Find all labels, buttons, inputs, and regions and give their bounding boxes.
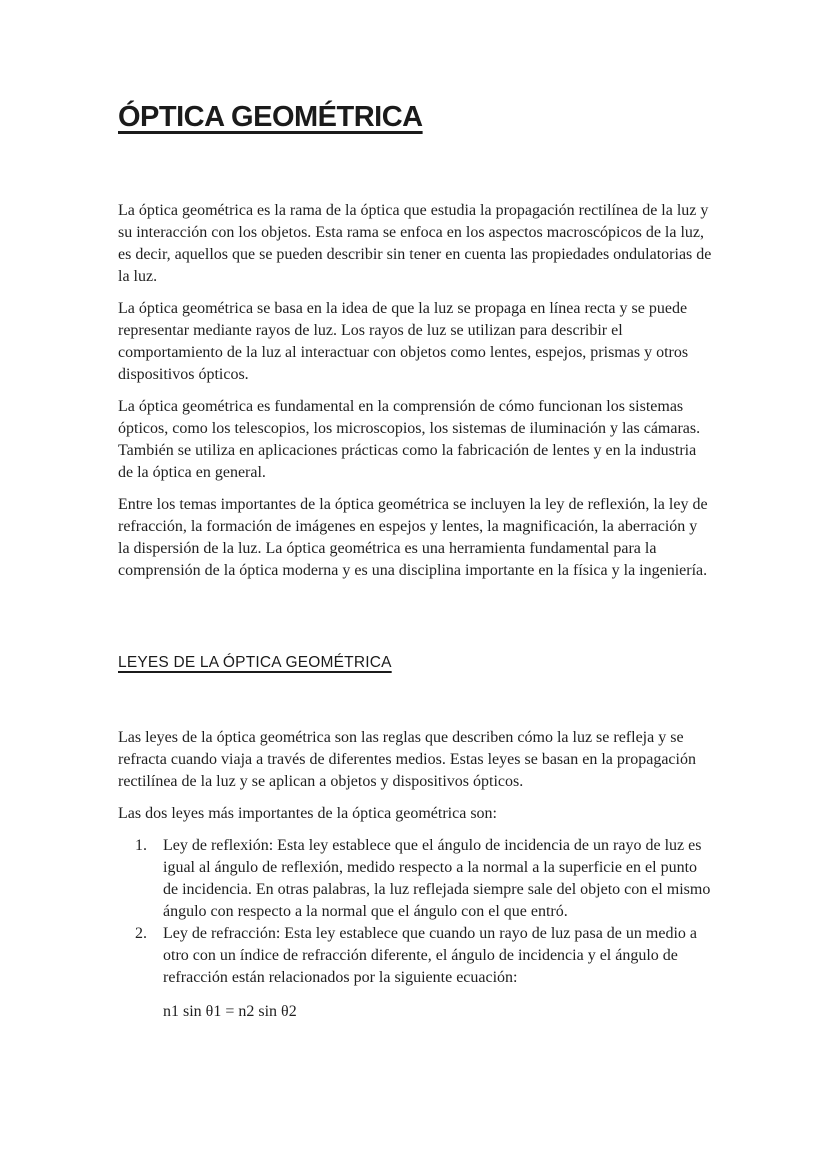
list-item bbox=[118, 923, 712, 989]
section-paragraph: Las dos leyes más importantes de la óptica geométrica son: bbox=[118, 805, 497, 822]
ordered-list bbox=[118, 835, 712, 989]
list-item-number: 2. bbox=[135, 925, 147, 942]
list-item-number: 1. bbox=[135, 837, 147, 854]
list-item-text: Ley de refracción: Esta ley establece que cuando un rayo de luz pasa de un medio a otro con un índice de refracción diferente, el ángulo de incidencia y el ángulo de refracción están relacionados por la siguiente ecuación: bbox=[163, 925, 697, 986]
intro-paragraph: La óptica geométrica es la rama de la óptica que estudia la propagación rectilínea de la luz y su interacción con los objetos. Esta rama se enfoca en los aspectos macroscópicos de la luz, es decir, aquellos que se pueden describir sin tener en cuenta las propiedades ondulatorias de la luz. bbox=[118, 202, 712, 285]
intro-paragraph: La óptica geométrica es fundamental en la comprensión de cómo funcionan los sistemas ópticos, como los telescopios, los microscopios, los sistemas de iluminación y las cámaras. También se utiliza en aplicaciones prácticas como la fabricación de lentes y en la industria de la óptica en general. bbox=[118, 398, 701, 481]
section-heading: LEYES DE LA ÓPTICA GEOMÉTRICA bbox=[118, 654, 392, 671]
section-paragraph: Las leyes de la óptica geométrica son las reglas que describen cómo la luz se refleja y se refracta cuando viaja a través de diferentes medios. Estas leyes se basan en la propagación rectilínea de la luz y se aplican a objetos y dispositivos ópticos. bbox=[118, 729, 696, 790]
list-item bbox=[118, 835, 712, 923]
intro-paragraph: La óptica geométrica se basa en la idea de que la luz se propaga en línea recta y se puede representar mediante rayos de luz. Los rayos de luz se utilizan para describir el comportamiento de la luz al interactuar con objetos como lentes, espejos, prismas y otros dispositivos ópticos. bbox=[118, 300, 689, 383]
list-item-text: Ley de reflexión: Esta ley establece que el ángulo de incidencia de un rayo de luz es igual al ángulo de reflexión, medido respecto a la normal a la superficie en el punto de incidencia. En otras palabras, la luz reflejada siempre sale del objeto con el mismo ángulo con respecto a la normal que el ángulo con el que entró. bbox=[163, 837, 711, 920]
document-title: ÓPTICA GEOMÉTRICA bbox=[118, 101, 423, 133]
snell-law-equation: n1 sin θ1 = n2 sin θ2 bbox=[163, 1003, 297, 1020]
intro-paragraph: Entre los temas importantes de la óptica geométrica se incluyen la ley de reflexión, la ley de refracción, la formación de imágenes en espejos y lentes, la magnificación, la aberración y la dispersión de la luz. La óptica geométrica es una herramienta fundamental para la comprensión de la óptica moderna y es una disciplina importante en la física y la ingeniería. bbox=[118, 496, 708, 579]
